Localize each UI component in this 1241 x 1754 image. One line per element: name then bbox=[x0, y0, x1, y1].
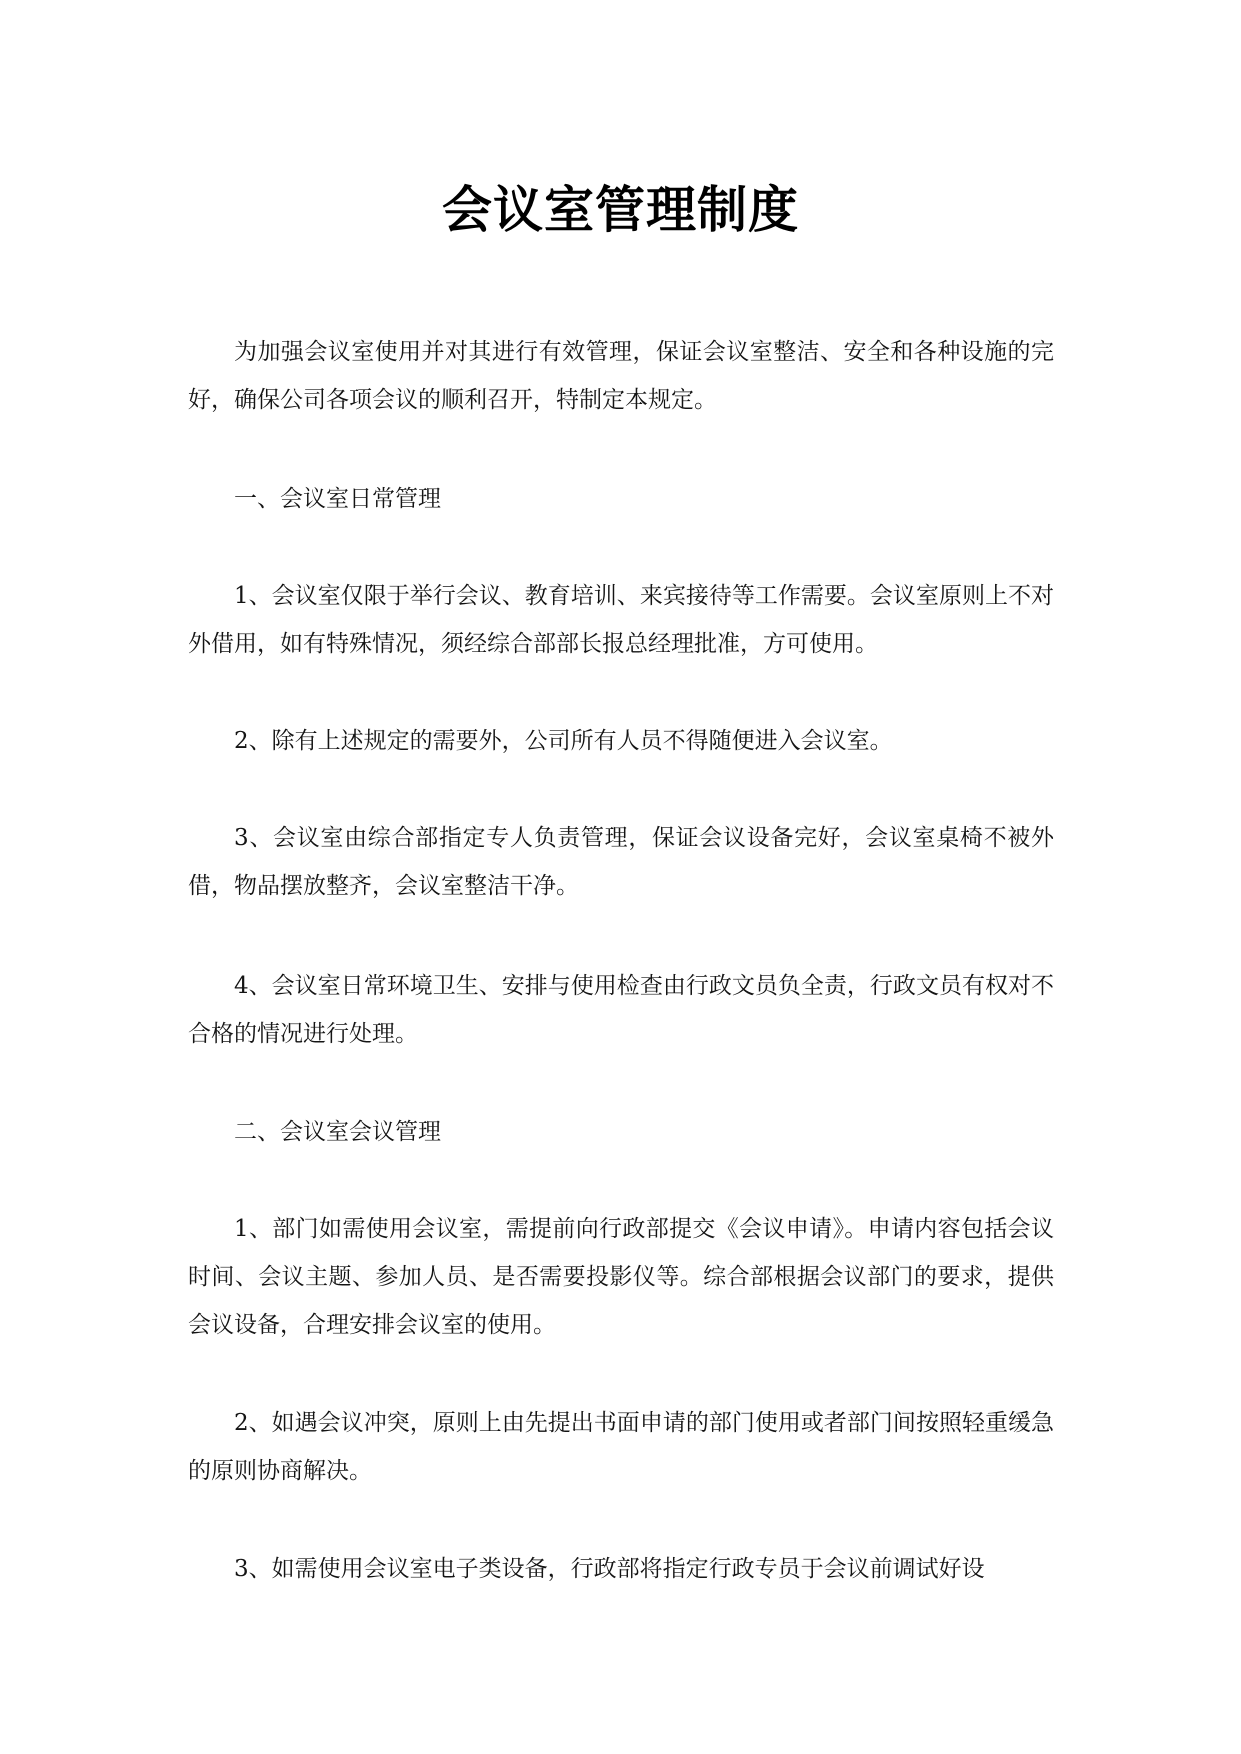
daily-rule-1: 1、会议室仅限于举行会议、教育培训、来宾接待等工作需要。会议室原则上不对外借用，如有特殊情况，须经综合部部长报总经理批准，方可使用。 bbox=[188, 583, 1054, 657]
meeting-rule-3: 3、如需使用会议室电子类设备，行政部将指定行政专员于会议前调试好设 bbox=[234, 1556, 985, 1582]
section-heading-meeting-management: 二、会议室会议管理 bbox=[234, 1119, 441, 1145]
document-title: 会议室管理制度 bbox=[442, 181, 799, 239]
intro-paragraph: 为加强会议室使用并对其进行有效管理，保证会议室整洁、安全和各种设施的完好，确保公司各项会议的顺利召开，特制定本规定。 bbox=[188, 339, 1054, 413]
meeting-rule-1: 1、部门如需使用会议室，需提前向行政部提交《会议申请》。申请内容包括会议时间、会议主题、参加人员、是否需要投影仪等。综合部根据会议部门的要求，提供会议设备，合理安排会议室的使用。 bbox=[188, 1216, 1054, 1338]
daily-rule-2: 2、除有上述规定的需要外，公司所有人员不得随便进入会议室。 bbox=[234, 728, 893, 754]
daily-rule-3: 3、会议室由综合部指定专人负责管理，保证会议设备完好，会议室桌椅不被外借，物品摆放整齐，会议室整洁干净。 bbox=[188, 825, 1054, 899]
daily-rule-4: 4、会议室日常环境卫生、安排与使用检查由行政文员负全责，行政文员有权对不合格的情况进行处理。 bbox=[188, 973, 1054, 1047]
section-heading-daily-management: 一、会议室日常管理 bbox=[234, 486, 441, 512]
meeting-rule-2: 2、如遇会议冲突，原则上由先提出书面申请的部门使用或者部门间按照轻重缓急的原则协商解决。 bbox=[188, 1410, 1054, 1484]
